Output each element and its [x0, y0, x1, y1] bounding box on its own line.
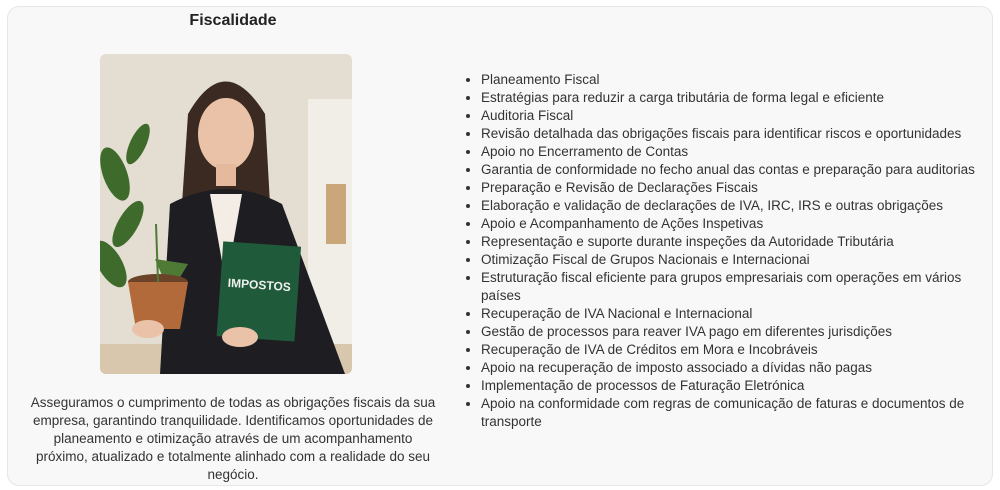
- list-item: • Elaboração e validação de declarações de IVA, IRC, IRS e outras obrigações: [481, 197, 981, 215]
- list-item: • Apoio e Acompanhamento de Ações Inspetivas: [481, 215, 981, 233]
- list-item: • Estruturação fiscal eficiente para grupos empresariais com operações em vários países: [481, 269, 981, 305]
- list-item: • Estratégias para reduzir a carga tributária de forma legal e eficiente: [481, 89, 981, 107]
- list-item: • Apoio na recuperação de imposto associado a dívidas não pagas: [481, 359, 981, 377]
- list-item: • Preparação e Revisão de Declarações Fiscais: [481, 179, 981, 197]
- list-item: • Apoio na conformidade com regras de comunicação de faturas e documentos de transporte: [481, 395, 981, 431]
- section-description: Asseguramos o cumprimento de todas as obrigações fiscais da sua empresa, garantindo tranquilidade. Identificamos oportunidades de planeamento e otimização através de um acompanhamento próximo, atualizado e totalmente alinhado com a realidade do seu negócio.: [30, 395, 436, 482]
- list-item: • Recuperação de IVA Nacional e Internacional: [481, 305, 981, 323]
- list-item: • Representação e suporte durante inspeções da Autoridade Tributária: [481, 233, 981, 251]
- list-item: • Recuperação de IVA de Créditos em Mora e Incobráveis: [481, 341, 981, 359]
- list-item: • Revisão detalhada das obrigações fiscais para identificar riscos e oportunidades: [481, 125, 981, 143]
- list-item: • Apoio no Encerramento de Contas: [481, 143, 981, 161]
- list-item: • Implementação de processos de Faturação Eletrónica: [481, 377, 981, 395]
- service-card: [7, 6, 993, 486]
- list-item: • Otimização Fiscal de Grupos Nacionais e Internacionai: [481, 251, 981, 269]
- list-item: • Planeamento Fiscal: [481, 71, 981, 89]
- list-item: • Garantia de conformidade no fecho anual das contas e preparação para auditorias: [481, 161, 981, 179]
- list-item: • Auditoria Fiscal: [481, 107, 981, 125]
- service-overview: [8, 7, 458, 485]
- section-title: Fiscalidade: [189, 12, 277, 29]
- services-list: [466, 71, 981, 431]
- book-label: IMPOSTOS: [227, 275, 292, 295]
- list-item: • Gestão de processos para reaver IVA pago em diferentes jurisdições: [481, 323, 981, 341]
- consultant-photo: [100, 54, 352, 374]
